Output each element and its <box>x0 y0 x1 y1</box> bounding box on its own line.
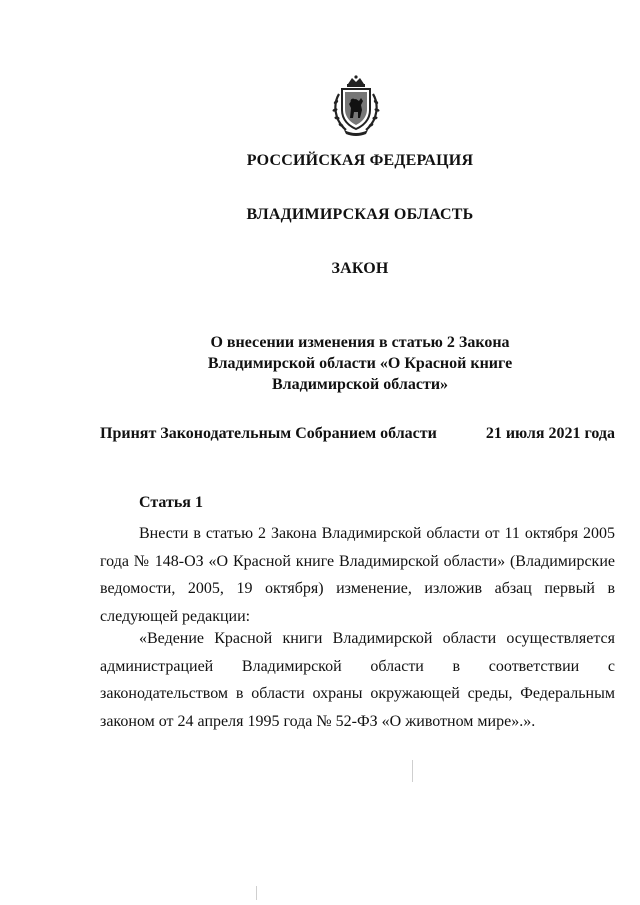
article-heading: Статья 1 <box>139 494 203 511</box>
region-heading: ВЛАДИМИРСКАЯ ОБЛАСТЬ <box>246 206 474 223</box>
scan-artifact <box>412 760 413 782</box>
scan-artifact <box>256 886 257 900</box>
federation-heading: РОССИЙСКАЯ ФЕДЕРАЦИЯ <box>246 152 474 169</box>
article-paragraph-quote: «Ведение Красной книги Владимирской области осуществляется администрацией Владимирской области в соответствии с законодательством в области охраны окружающей среды, Федеральным законом от 24 апреля 1995 года № 52-ФЗ «О животном мире».». <box>100 630 615 730</box>
law-title-line: О внесении изменения в статью 2 Закона <box>210 334 510 351</box>
coat-of-arms-icon <box>326 74 386 136</box>
adoption-line <box>100 425 615 443</box>
law-title-line: Владимирской области» <box>271 376 449 393</box>
law-title <box>0 332 640 395</box>
article-paragraph: Внести в статью 2 Закона Владимирской области от 11 октября 2005 года № 148-ОЗ «О Красной книге Владимирской области» (Владимирские ведомости, 2005, 19 октября) изменение, изложив абзац первый в следующей редакции: <box>100 525 615 625</box>
adoption-date: 21 июля 2021 года <box>485 425 615 442</box>
document-type-heading: ЗАКОН <box>331 260 389 277</box>
law-title-line: Владимирской области «О Красной книге <box>207 355 513 372</box>
adopted-by: Принят Законодательным Собранием области <box>100 425 437 442</box>
